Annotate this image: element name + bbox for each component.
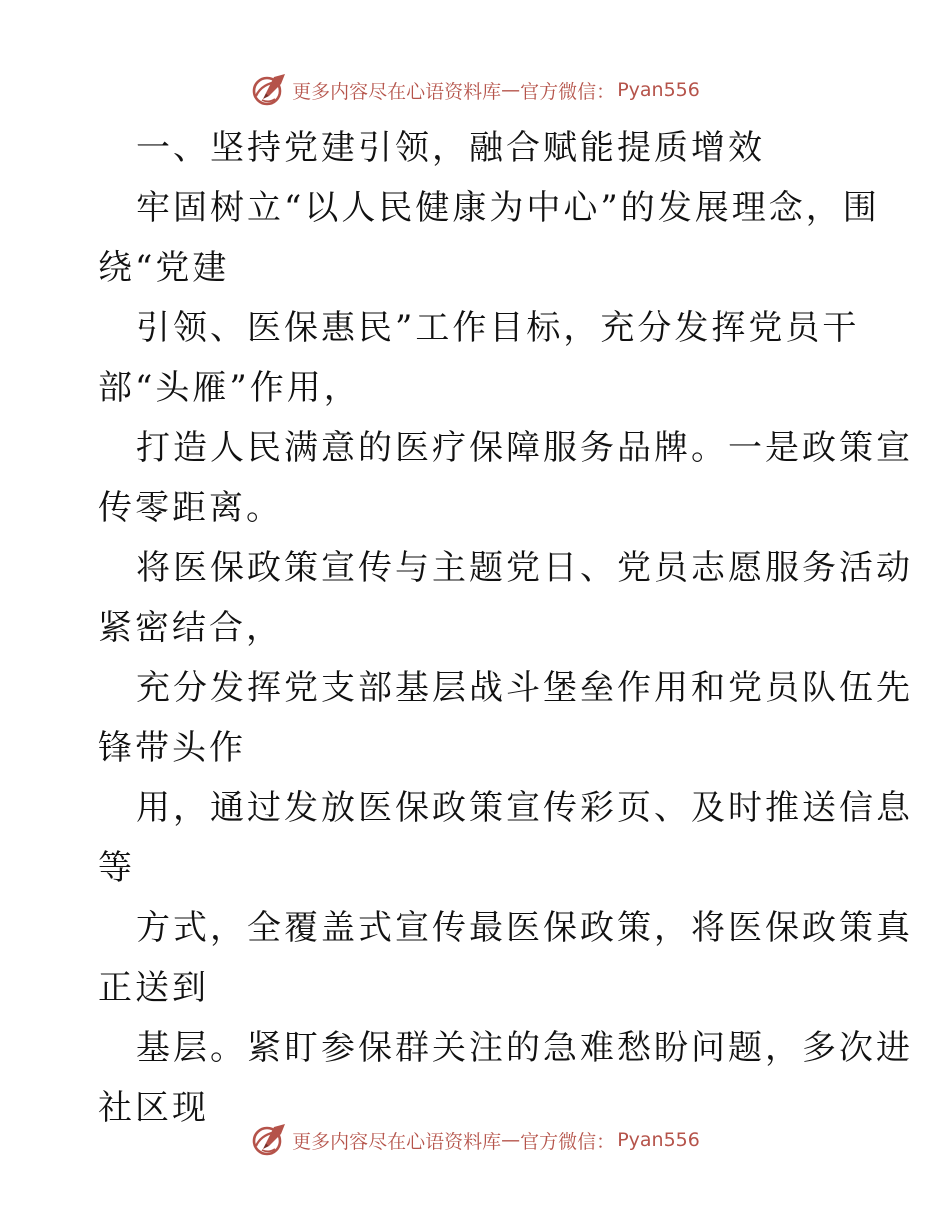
- paragraph: [98, 538, 913, 658]
- watermark-separator: —: [501, 79, 521, 101]
- text-line: 一、坚持党建引领，融合赋能提质增效: [136, 128, 765, 168]
- paragraph: [98, 898, 913, 1018]
- text-line: 充分发挥党支部基层战斗堡垒作用和党员队伍先: [136, 668, 913, 708]
- text-line: 紧密结合，: [98, 608, 283, 648]
- paragraph: [98, 658, 913, 778]
- watermark-separator: —: [501, 1129, 521, 1151]
- text-line: 等: [98, 848, 135, 888]
- paragraph-heading: [98, 118, 858, 178]
- paragraph: [98, 298, 858, 418]
- text-line: 打造人民满意的医疗保障服务品牌。一是政策宣: [136, 428, 913, 468]
- footer-watermark: [0, 1120, 950, 1160]
- text-line: 锋带头作: [98, 728, 246, 768]
- text-line: 基层。紧盯参保群关注的急难愁盼问题，多次进: [136, 1028, 913, 1068]
- text-line: 社区现: [98, 1088, 209, 1128]
- watermark-label: 官方微信：: [520, 80, 616, 103]
- text-line: 方式，全覆盖式宣传最医保政策，将医保政策真: [136, 908, 913, 948]
- text-line: 引领、医保惠民”工作目标，充分发挥党员干: [136, 308, 860, 348]
- paragraph: [98, 418, 913, 538]
- text-line: 将医保政策宣传与主题党日、党员志愿服务活动: [136, 548, 913, 588]
- header-watermark: [0, 70, 950, 110]
- paragraph: [98, 778, 913, 898]
- watermark-text: 更多内容尽在心语资料库: [292, 80, 502, 103]
- watermark-id: Pyan556: [617, 1129, 700, 1151]
- text-line: 部“头雁”作用，: [98, 368, 361, 408]
- pen-logo-icon: [250, 1122, 288, 1158]
- watermark-label: 官方微信：: [520, 1130, 616, 1153]
- watermark-text: 更多内容尽在心语资料库: [292, 1130, 502, 1153]
- text-line: 绕“党建: [98, 248, 230, 288]
- text-line: 传零距离。: [98, 488, 283, 528]
- text-line: 用，通过发放医保政策宣传彩页、及时推送信息: [136, 788, 913, 828]
- text-line: 正送到: [98, 968, 209, 1008]
- paragraph: [98, 178, 880, 298]
- text-line: 牢固树立“以人民健康为中心”的发展理念，围: [136, 188, 880, 228]
- pen-logo-icon: [250, 72, 288, 108]
- watermark-id: Pyan556: [617, 79, 700, 101]
- document-body: [98, 118, 913, 1138]
